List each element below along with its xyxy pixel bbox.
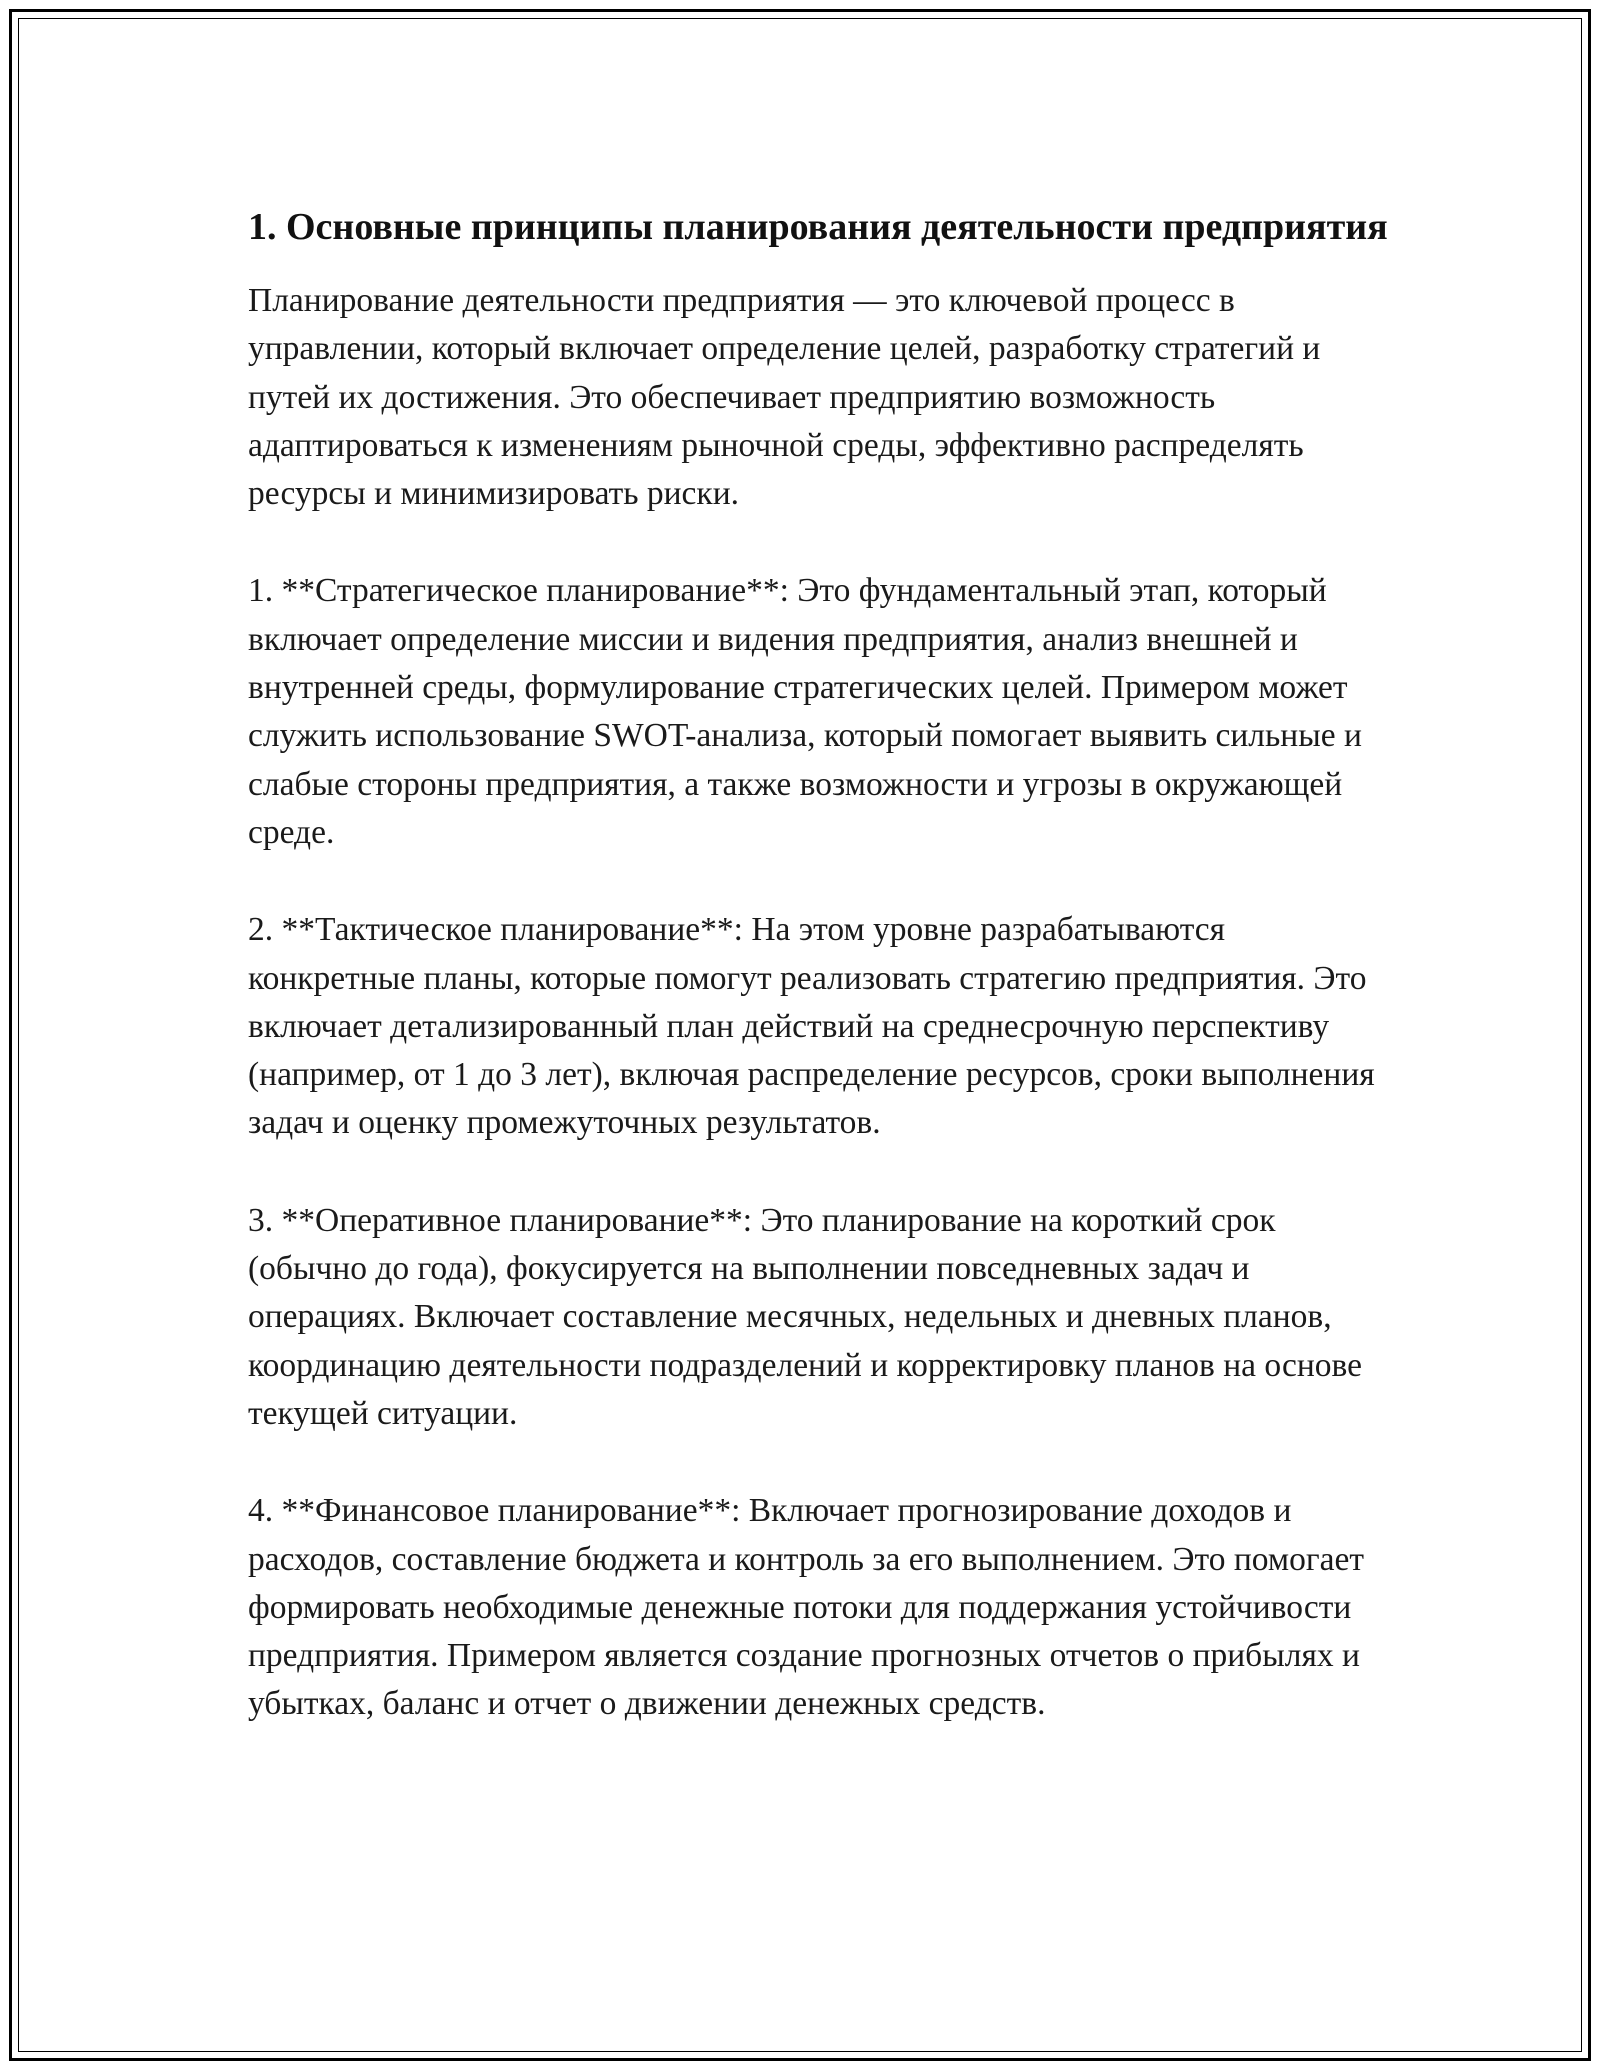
financial-planning-paragraph: 4. **Финансовое планирование**: Включает прогнозирование доходов и расходов, составление бюджета и контроль за его выполнением. Это помогает формировать необходимые денежные потоки для поддержания устойчивости предприятия. Примером является создание прогнозных отчетов о прибылях и убытках, баланс и отчет о движении денежных средств. <box>248 1492 1364 1723</box>
operational-planning-paragraph: 3. **Оперативное планирование**: Это планирование на короткий срок (обычно до года), фокусируется на выполнении повседневных задач и операциях. Включает составление месячных, недельных и дневных планов, координацию деятельности подразделений и корректировку планов на основе текущей ситуации. <box>248 1201 1363 1432</box>
intro-paragraph: Планирование деятельности предприятия — это ключевой процесс в управлении, который включает определение целей, разработку стратегий и путей их достижения. Это обеспечивает предприятию возможность адаптироваться к изменениям рыночной среды, эффективно распределять ресурсы и минимизировать риски. <box>248 282 1321 513</box>
tactical-planning-paragraph: 2. **Тактическое планирование**: На этом уровне разрабатываются конкретные планы, которые помогут реализовать стратегию предприятия. Это включает детализированный план действий на среднесрочную перспективу (например, от 1 до 3 лет), включая распределение ресурсов, сроки выполнения задач и оценку промежуточных результатов. <box>248 911 1375 1142</box>
section-heading: 1. Основные принципы планирования деятельности предприятия <box>248 206 1388 248</box>
document-page <box>9 9 1591 2061</box>
document-content <box>248 200 1388 1778</box>
strategic-planning-paragraph: 1. **Стратегическое планирование**: Это фундаментальный этап, который включает определение миссии и видения предприятия, анализ внешней и внутренней среды, формулирование стратегических целей. Примером может служить использование SWOT-анализа, который помогает выявить сильные и слабые стороны предприятия, а также возможности и угрозы в окружающей среде. <box>248 572 1362 851</box>
